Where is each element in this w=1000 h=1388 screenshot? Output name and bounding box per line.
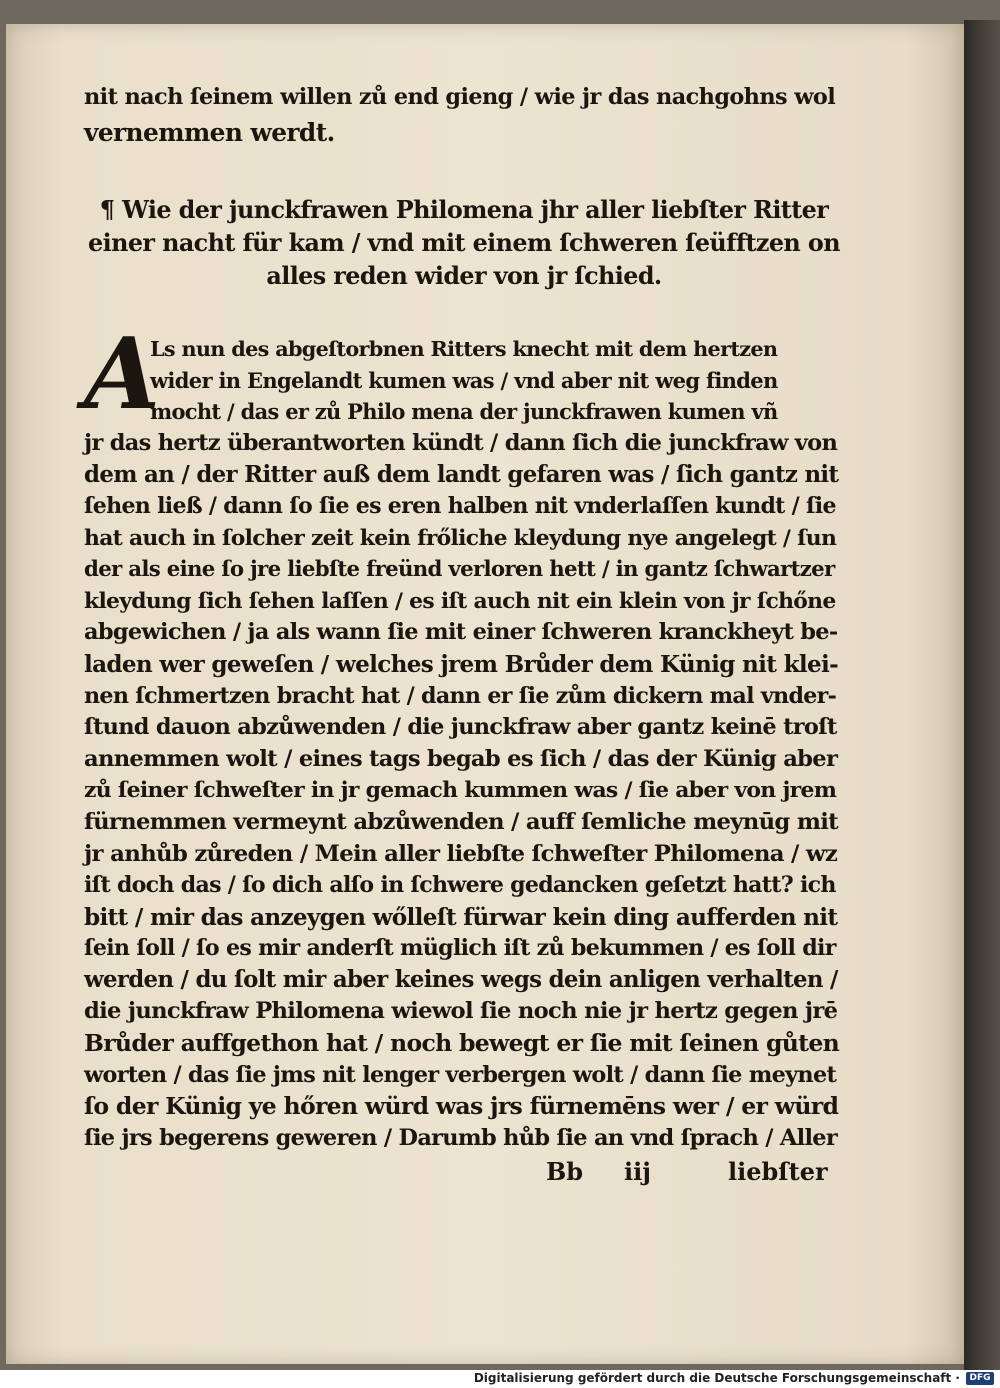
text-line: vernemmen werdt. <box>84 118 335 147</box>
body-paragraph <box>84 317 844 1154</box>
book-edge <box>964 20 1000 1370</box>
decorated-initial: A <box>84 317 161 432</box>
text-line: annemmen wolt / eines tags begab es ſich / das der Künig aber <box>84 745 838 772</box>
text-line: zů ſeiner ſchweſter in jr gemach kummen was / ſie aber von jrem <box>84 777 837 804</box>
catchword: liebſter <box>728 1157 828 1187</box>
text-line: wider in Engelandt kumen was / vnd aber nit weg finden <box>150 367 778 393</box>
text-line: nit nach ſeinem willen zů end gieng / wie jr das nachgohns wol <box>84 84 836 110</box>
text-line: abgewichen / ja als wann ſie mit einer ſchweren kranckheyt be- <box>84 619 838 646</box>
text-line: jr das hertz überantworten kündt / dann ſich die junckfraw von <box>84 429 838 456</box>
top-lines <box>84 80 844 150</box>
text-line: ſie jrs begerens geweren / Darumb hůb ſie an vnd ſprach / Aller <box>84 1124 837 1151</box>
chapter-heading <box>84 194 844 293</box>
text-line: Ls nun des abgeſtorbnen Ritters knecht mit dem hertzen <box>150 336 778 361</box>
text-line: ſo der Künig ye hőren würd was jrs fürnemēns wer / er würd <box>84 1092 839 1121</box>
dfg-logo: DFG <box>966 1372 994 1385</box>
text-line: laden wer geweſen / welches jrem Brůder dem Künig nit klei- <box>84 650 838 678</box>
text-line: ſtund dauon abzůwenden / die junckfraw aber gantz keinē troſt <box>84 714 837 741</box>
text-line: worten / das ſie jms nit lenger verbergen wolt / dann ſie meynet <box>84 1061 837 1088</box>
text-line: kleydung ſich ſehen laſſen / es iſt auch nit ein klein von jr ſchőne <box>84 587 836 614</box>
text-line: bitt / mir das anzeygen wőlleſt fürwar kein ding aufferden nit <box>84 903 838 931</box>
text-line: nen ſchmertzen bracht hat / dann er ſie zům dickern mal vnder- <box>84 682 837 709</box>
text-line: ſehen ließ / dann ſo ſie es eren halben nit vnderlaſſen kundt / ſie <box>84 492 836 519</box>
text-line: jr anhůb zůreden / Mein aller liebſte ſchweſter Philomena / wz <box>84 840 838 867</box>
heading-line: einer nacht für kam / vnd mit einem ſchweren ſeüfftzen on <box>88 229 840 257</box>
text-line: die junckfraw Philomena wiewol ſie noch nie jr hertz gegen jrē <box>84 998 838 1025</box>
signature-mark: Bb <box>546 1157 584 1187</box>
page-text <box>84 80 844 1188</box>
text-line: fürnemmen vermeynt abzůwenden / auff ſemliche meynūg mit <box>84 808 838 835</box>
heading-line: ¶ Wie der junckfrawen Philomena jhr aller liebſter Ritter <box>99 196 829 224</box>
text-line: mocht / das er zů Philo mena der junckfrawen kumen vñ <box>150 399 778 425</box>
text-line: der als eine ſo jre liebſte freünd verloren hett / in gantz ſchwartzer <box>84 557 835 583</box>
text-line: iſt doch das / ſo dich alſo in ſchwere gedancken geſetzt hatt? ich <box>84 872 836 899</box>
page-foot-marks <box>84 1156 844 1188</box>
digitization-footer <box>0 1370 1000 1388</box>
text-line: werden / du ſolt mir aber keines wegs dein anligen verhalten / <box>84 966 838 993</box>
heading-line: alles reden wider von jr ſchied. <box>266 262 662 290</box>
leaf-number: iij <box>624 1157 651 1187</box>
text-line: dem an / der Ritter auß dem landt gefaren was / ſich gantz nit <box>84 461 839 489</box>
text-line: Brůder auffgethon hat / noch bewegt er ſie mit ſeinen gůten <box>84 1029 840 1058</box>
text-line: hat auch in ſolcher zeit kein frőliche kleydung nye angelegt / ſun <box>84 524 837 551</box>
text-line: ſein ſoll / ſo es mir anderſt müglich iſt zů bekummen / es ſoll dir <box>84 935 836 962</box>
funding-credit: Digitalisierung gefördert durch die Deutsche Forschungsgemeinschaft · <box>473 1371 960 1385</box>
